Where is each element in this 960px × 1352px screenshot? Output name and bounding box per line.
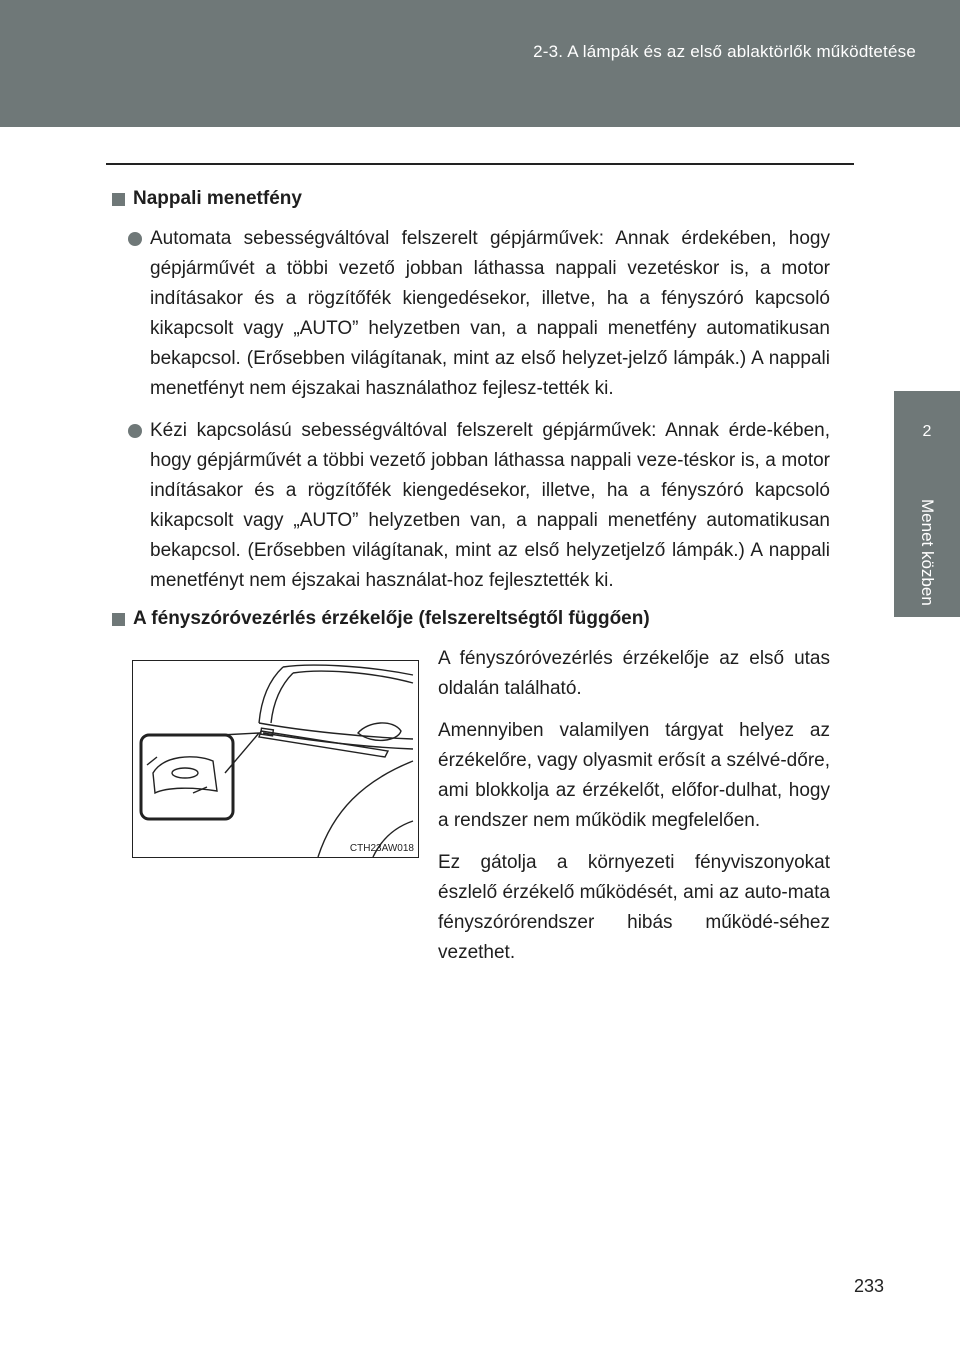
sensor-block	[112, 644, 830, 984]
section-heading-daytime	[112, 188, 830, 210]
square-bullet-icon	[112, 193, 125, 206]
round-bullet-icon	[128, 424, 142, 438]
side-tab-label: Menet közben	[918, 499, 937, 606]
sensor-paragraph-obstruction: Amennyiben valamilyen tárgyat helyez az érzékelőre, vagy olyasmit erősít a szélvé-dőre, ami blokkolja az érzékelőt, előfor-dulhat, hogy a rendszer nem működik megfelelően.	[438, 720, 830, 831]
sensor-paragraph-malfunction: Ez gátolja a környezeti fényviszonyokat észlelő érzékelő működését, ami az auto-mata fényszórórendszer hibás működé-séhez vezethet.	[438, 852, 830, 963]
header-title: 2-3. A lámpák és az első ablaktörlők működtetése	[533, 42, 916, 61]
page-number: 233	[853, 1276, 884, 1296]
windshield-sensor-illustration	[133, 661, 418, 857]
round-bullet-icon	[128, 232, 142, 246]
page-content	[112, 188, 830, 984]
side-tab-number: 2	[922, 423, 932, 440]
sensor-location-figure	[132, 660, 419, 858]
square-bullet-icon	[112, 613, 125, 626]
side-tab	[894, 127, 960, 1352]
bullet-paragraph-automatic-text: Automata sebességváltóval felszerelt gépjárművek: Annak érdekében, hogy gépjárművét a többi vezető jobban láthassa nappali vezetéskor is, a motor indításakor és a rögzítőfék kiengedésekor, illetve, ha a fényszóró kapcsoló kikapcsolt vagy „AUTO” helyzetben van, a nappali menetfény automatikusan bekapcsol. (Erősebben világítanak, mint az első helyzet-jelző lámpák.) A nappali menetfényt nem éjszakai használathoz fejlesz-tették ki.	[150, 228, 830, 399]
bullet-paragraph-automatic	[112, 224, 830, 404]
header-band	[0, 0, 960, 127]
bullet-paragraph-manual-text: Kézi kapcsolású sebességváltóval felszerelt gépjárművek: Annak érde-kében, hogy gépjárművét a többi vezető jobban láthassa nappali veze-téskor is, a motor indításakor és a rögzítőfék kiengedésekor, illetve, ha a fényszóró kapcsoló kikapcsolt vagy „AUTO” helyzetben van, a nappali menetfény automatikusan bekapcsol. (Erősebben világítanak, mint az első helyzetjelző lámpák.) A nappali menetfényt nem éjszakai használat-hoz fejlesztették ki.	[150, 420, 830, 591]
section-heading-sensor-text: A fényszóróvezérlés érzékelője (felszereltségtől függően)	[133, 608, 650, 629]
sensor-description	[438, 644, 830, 980]
section-heading-sensor	[112, 608, 830, 630]
top-rule	[106, 163, 854, 165]
bullet-paragraph-manual	[112, 416, 830, 596]
section-heading-daytime-text: Nappali menetfény	[133, 188, 302, 209]
figure-code: CTH23AW018	[349, 843, 414, 854]
sensor-paragraph-location: A fényszóróvezérlés érzékelője az első utas oldalán található.	[438, 648, 830, 699]
